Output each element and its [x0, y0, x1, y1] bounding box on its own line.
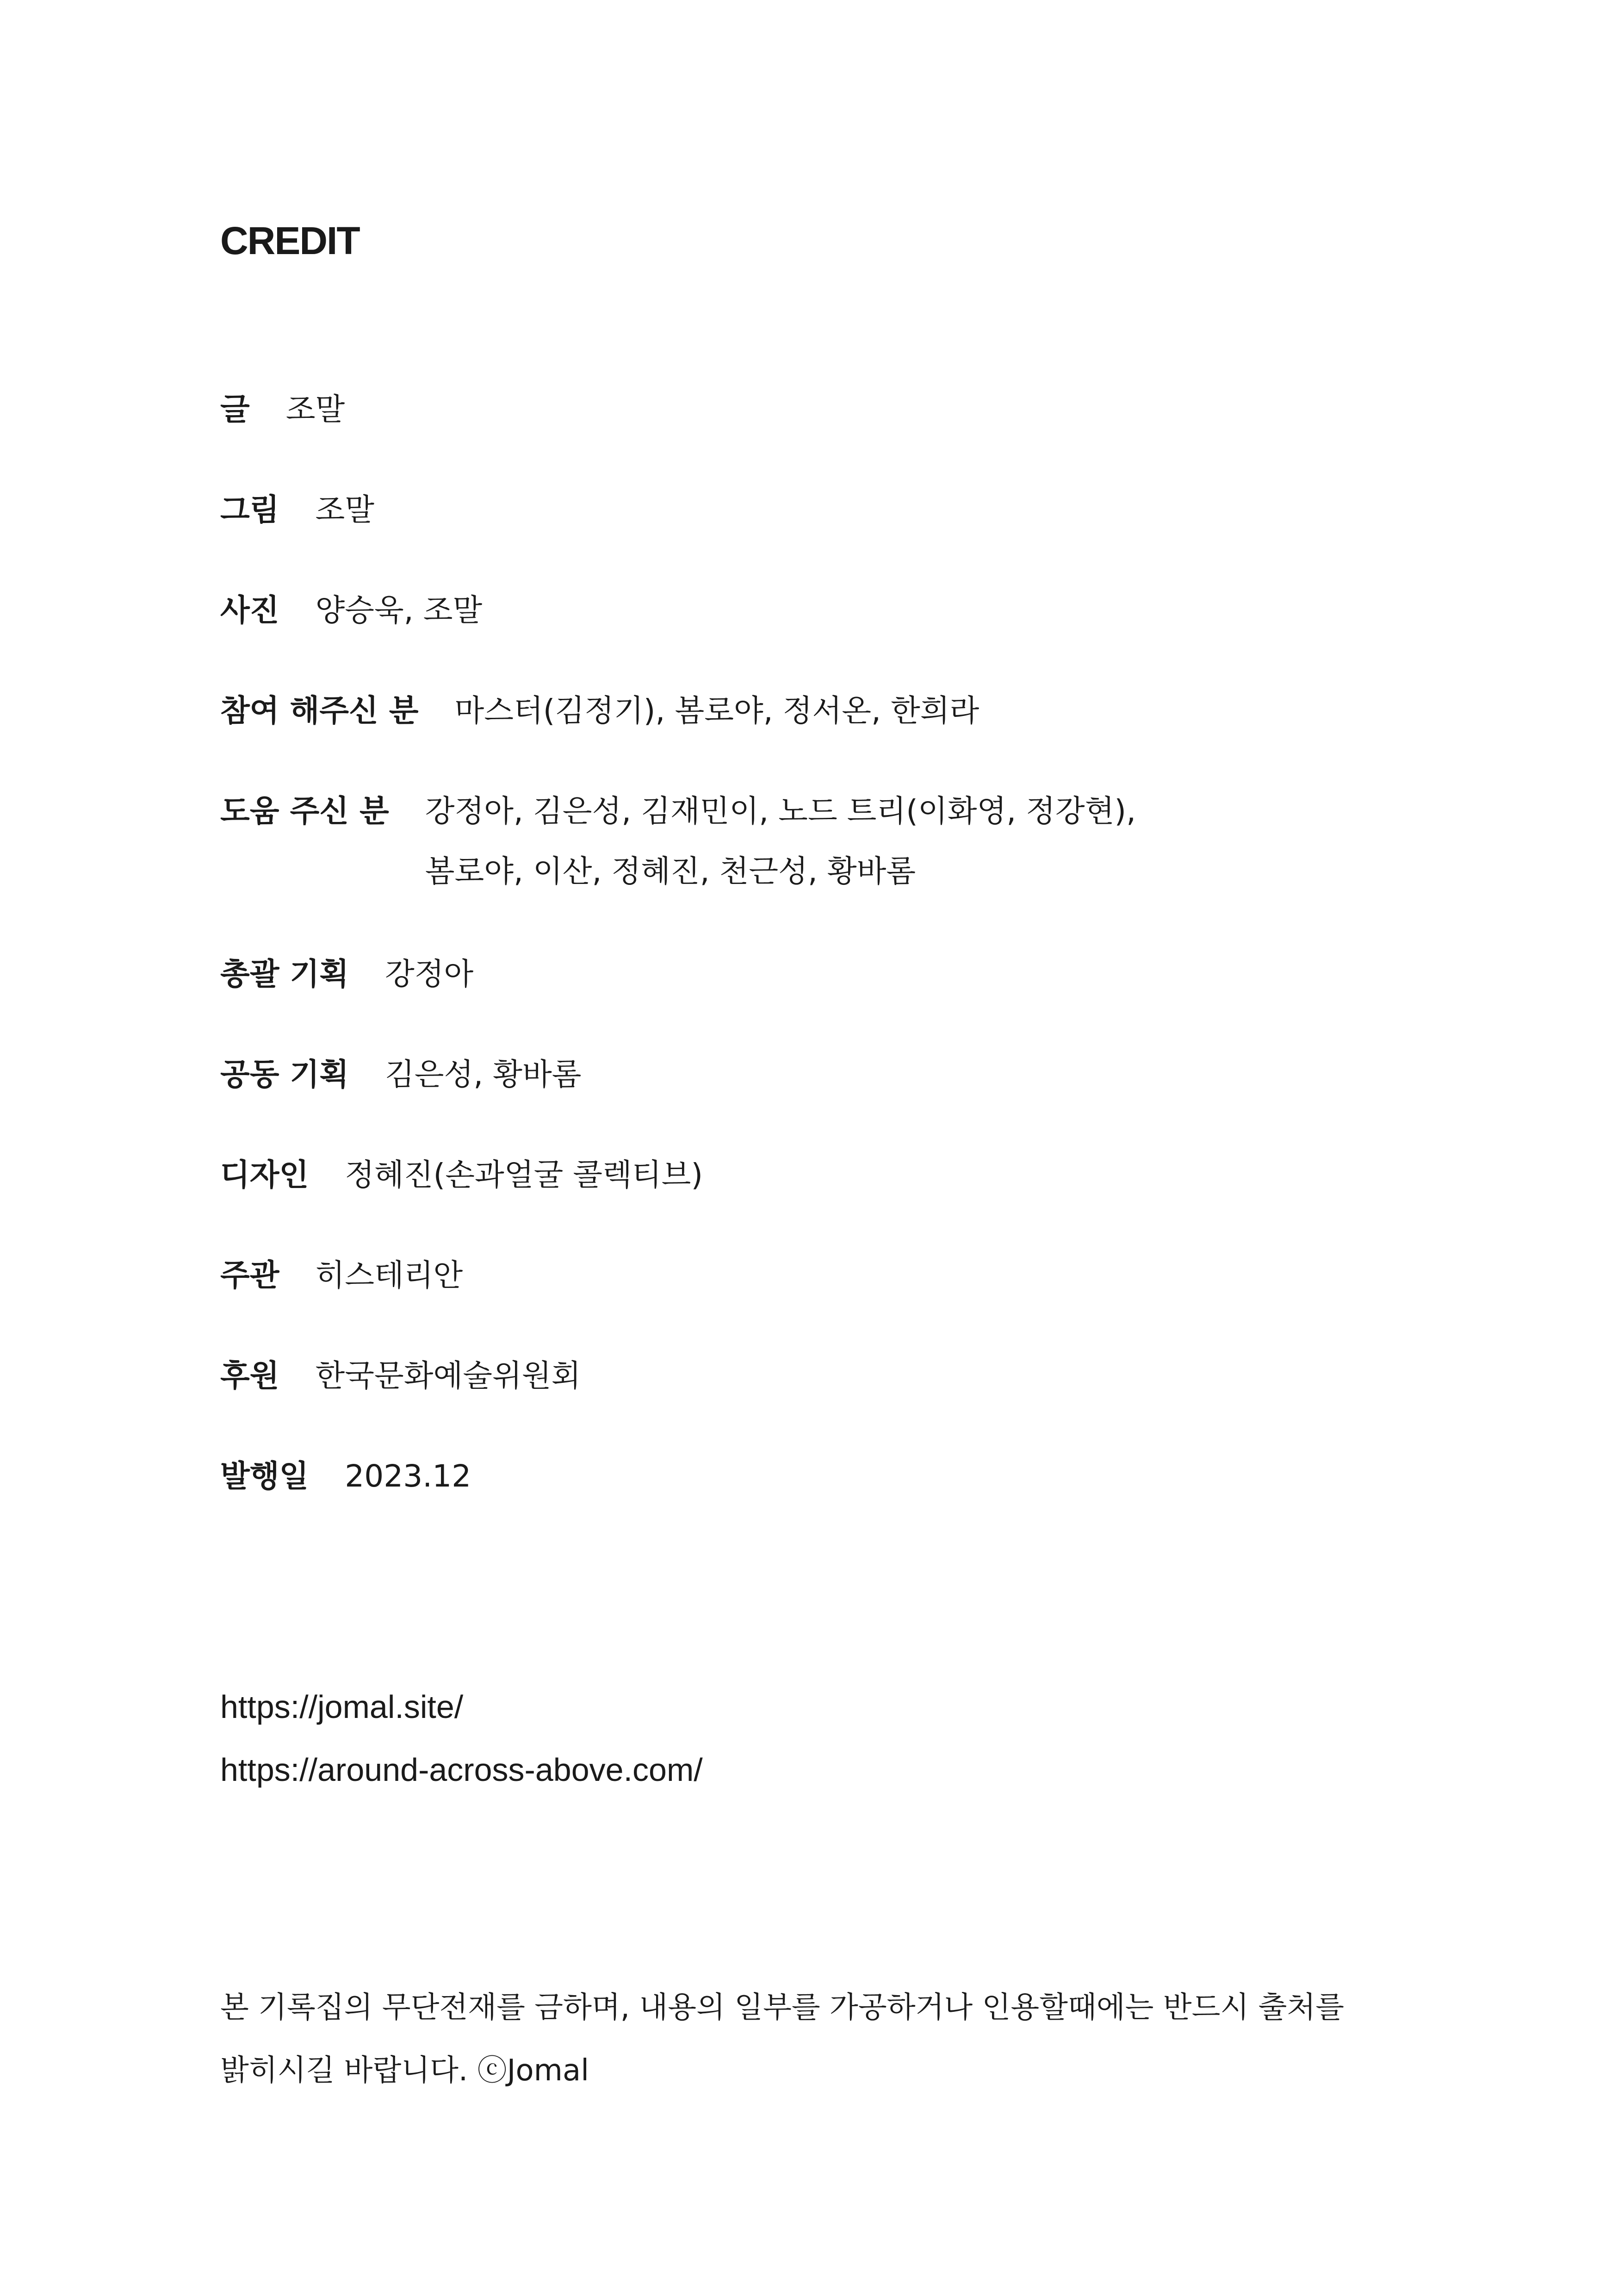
notice-line: 본 기록집의 무단전재를 금하며, 내용의 일부를 가공하거나 인용할때에는 반드시 출처를 — [220, 1991, 1345, 2025]
credit-label: 참여 해주신 분 — [220, 693, 419, 728]
credit-row-publish-date — [220, 1446, 471, 1506]
credit-row-design — [220, 1145, 703, 1205]
credit-row-organizer — [220, 1245, 463, 1306]
credit-value-line: 한국문화예술위원회 — [315, 1358, 581, 1394]
credit-row-sponsor — [220, 1346, 581, 1406]
credit-value — [455, 681, 979, 741]
credit-value — [345, 1446, 471, 1506]
credit-label: 공동 기획 — [220, 1057, 349, 1092]
copyright-notice — [220, 1976, 1344, 2102]
credit-row-writing — [220, 380, 345, 440]
credit-value — [316, 480, 375, 540]
credit-value-line: 김은성, 황바롬 — [385, 1057, 582, 1092]
credit-value — [316, 580, 483, 641]
credit-row-co-planning — [220, 1045, 582, 1105]
page-title: CREDIT — [220, 219, 360, 262]
credit-value-line: 강정아 — [385, 956, 474, 992]
credit-value — [316, 1245, 463, 1306]
credit-label: 후원 — [220, 1358, 279, 1394]
credit-value-line: 마스터(김정기), 봄로야, 정서온, 한희라 — [454, 693, 979, 728]
credit-label: 사진 — [220, 592, 279, 628]
credit-label: 도움 주신 분 — [220, 793, 389, 829]
credit-label: 총괄 기획 — [220, 956, 349, 992]
credit-value — [385, 1045, 582, 1105]
credit-page — [220, 0, 1423, 2296]
credit-value — [345, 1145, 703, 1205]
credit-row-illustration — [220, 480, 374, 540]
credit-value — [385, 944, 473, 1004]
credit-value — [316, 1346, 581, 1406]
website-links — [220, 1675, 703, 1801]
notice-line: 밝히시길 바랍니다. ⓒJomal — [220, 2053, 589, 2088]
credit-value-line: 히스테리안 — [315, 1257, 463, 1293]
link-around-across-above[interactable]: https://around-across-above.com/ — [220, 1752, 703, 1788]
credit-label: 글 — [220, 392, 250, 427]
credit-value-line: 봄로야, 이산, 정혜진, 천근성, 황바롬 — [425, 853, 916, 889]
credit-value-line: 정혜진(손과얼굴 콜렉티브) — [345, 1157, 703, 1193]
credit-label: 주관 — [220, 1257, 279, 1293]
credit-row-photo — [220, 580, 482, 641]
credit-row-participants — [220, 681, 979, 741]
link-jomal-site[interactable]: https://jomal.site/ — [220, 1689, 464, 1725]
credit-row-helpers — [220, 781, 1136, 902]
credit-value-line: 조말 — [285, 392, 345, 427]
credit-row-director — [220, 944, 473, 1004]
credit-label: 그림 — [220, 492, 279, 528]
credit-value — [425, 781, 1136, 902]
credit-value-line: 강정아, 김은성, 김재민이, 노드 트리(이화영, 정강현), — [425, 793, 1136, 829]
credit-label: 발행일 — [220, 1458, 309, 1494]
credit-value-line: 조말 — [315, 492, 375, 528]
credit-value-line: 2023.12 — [345, 1458, 471, 1494]
credit-label: 디자인 — [220, 1157, 309, 1193]
credit-value — [286, 380, 345, 440]
credit-value-line: 양승욱, 조말 — [315, 592, 483, 628]
